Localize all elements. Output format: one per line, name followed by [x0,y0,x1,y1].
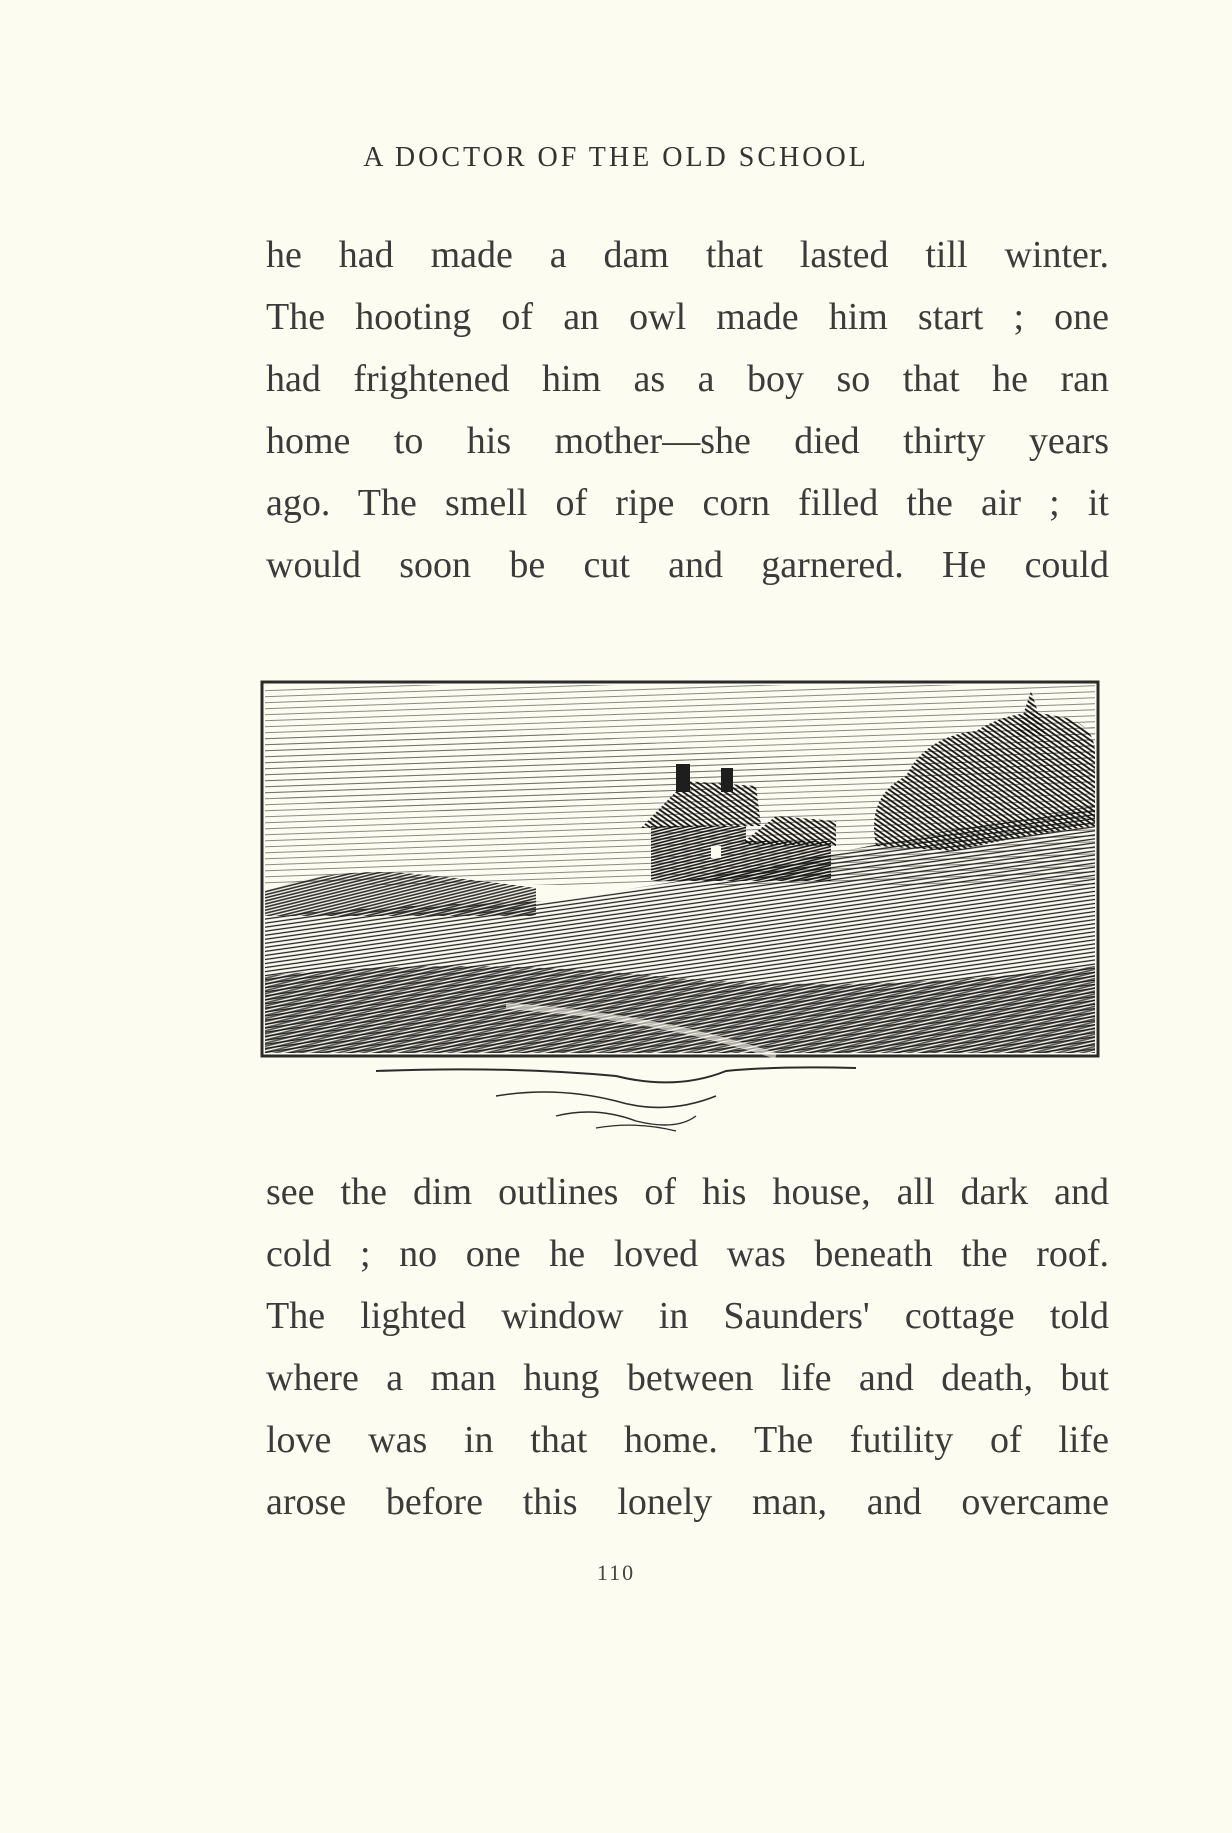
cottage-engraving-illustration [256,676,1106,1136]
page-number: 110 [596,1560,636,1585]
running-head: A DOCTOR OF THE OLD SCHOOL [363,142,869,173]
text-line: love was in that home. The futility of life [266,1419,1109,1461]
text-line: had frightened him as a boy so that he ran [266,358,1109,400]
text-line: The lighted window in Saunders' cottage told [266,1295,1109,1337]
text-line: would soon be cut and garnered. He could [266,544,1109,586]
text-line: where a man hung between life and death, but [266,1357,1109,1399]
text-line: arose before this lonely man, and overcame [266,1481,1109,1523]
text-line: see the dim outlines of his house, all dark and [266,1171,1109,1213]
text-line: he had made a dam that lasted till winter. [266,234,1109,276]
text-line: home to his mother—she died thirty years [266,420,1109,462]
text-block-before-illustration [266,224,1109,596]
text-line: The hooting of an owl made him start ; one [266,296,1109,338]
text-line: ago. The smell of ripe corn filled the air ; it [266,482,1109,524]
text-block-after-illustration [266,1161,1109,1533]
text-line: cold ; no one he loved was beneath the roof. [266,1233,1109,1275]
